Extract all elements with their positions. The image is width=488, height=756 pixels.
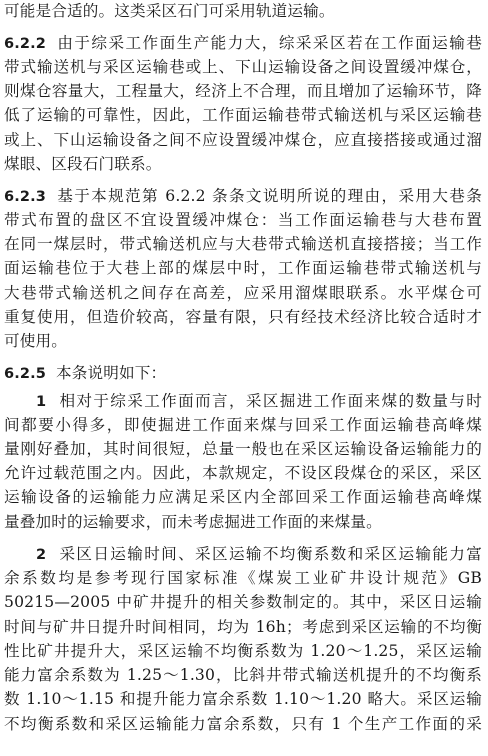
text-line: 间都要小得多，即使掘进工作面来煤与回采工作面运输巷高峰煤 (4, 416, 482, 434)
item-text: 相对于综采工作面而言，采区掘进工作面来煤的数量与时 (58, 392, 482, 410)
text-line: 数 1.10～1.15 和提升能力富余系数 1.10～1.20 略大。采区运输 (4, 690, 482, 708)
item-number: 2 (36, 547, 47, 563)
section-number: 6.2.2 (4, 36, 47, 52)
section-number: 6.2.3 (4, 189, 47, 205)
item-line (36, 391, 482, 412)
section-text: 基于本规范第 6.2.2 条条文说明所说的理由，采用大巷条 (56, 187, 482, 205)
section-heading-line (4, 33, 482, 54)
text-line: 在同一煤层时，带式输送机应与大巷带式输送机直接搭接；当工作 (4, 235, 482, 253)
section-text: 本条说明如下： (56, 364, 167, 382)
text-line: 带式输送机与采区运输巷或上、下山运输设备之间设置缓冲煤仓， (4, 58, 482, 76)
text-line: 量叠加时的运输要求，而未考虑掘进工作面的来煤量。 (4, 513, 382, 531)
text-line: 或上、下山运输设备之间不应设置缓冲煤仓，应直接搭接或通过溜 (4, 131, 482, 149)
text-line: 低了运输的可靠性，因此，工作面运输巷带式输送机与采区运输巷 (4, 106, 482, 124)
item-line (36, 544, 482, 565)
text-line: 量刚好叠加，其时间很短，总量一般也在采区运输设备运输能力的 (4, 440, 482, 458)
text-line: 可能是合适的。这类采区石门可采用轨道运输。 (4, 2, 335, 20)
section-number: 6.2.5 (4, 366, 47, 382)
text-line: 运输设备的运输能力应满足采区内全部回采工作面运输巷高峰煤 (4, 488, 482, 506)
text-line: 时间与矿井日提升时间相同，均为 16h；考虑到采区运输的不均衡 (4, 618, 482, 636)
section-heading-line (4, 363, 482, 384)
text-line: 煤眼、区段石门联系。 (4, 155, 162, 173)
text-line: 不均衡系数和采区运输能力富余系数，只有 1 个生产工作面的采 (4, 715, 482, 733)
text-line: 允许过载范围之内。因此，本款规定，不设区段煤仓的采区，采区 (4, 464, 482, 482)
item-number: 1 (36, 394, 47, 410)
section-heading-line (4, 186, 482, 207)
text-line: 面运输巷位于大巷上部的煤层中时，工作面运输巷带式输送机与 (4, 259, 482, 277)
text-line: 50215—2005 中矿井提升的相关参数制定的。其中，采区日运输 (4, 593, 482, 611)
section-text: 由于综采工作面生产能力大，综采采区若在工作面运输巷 (56, 34, 482, 52)
item-text: 采区日运输时间、采区运输不均衡系数和采区运输能力富 (58, 545, 482, 563)
text-line: 带式布置的盘区不宜设置缓冲煤仓：当工作面运输巷与大巷布置 (4, 211, 482, 229)
text-line: 可使用。 (4, 332, 67, 350)
text-line: 大巷带式输送机之间存在高差，应采用溜煤眼联系。水平煤仓可 (4, 284, 482, 302)
text-line: 能力富余系数为 1.25～1.30，比斜井带式输送机提升的不均衡系 (4, 666, 482, 684)
text-line: 余系数均是参考现行国家标准《煤炭工业矿井设计规范》GB (4, 569, 482, 587)
text-line: 则煤仓容量大，工程量大，经济上不合理，而且增加了运输环节，降 (4, 82, 482, 100)
text-line: 性比矿井提升大，采区运输不均衡系数为 1.20～1.25，采区运输 (4, 642, 482, 660)
text-line: 重复使用，但造价较高，容量有限，只有经技术经济比较合适时才 (4, 308, 482, 326)
